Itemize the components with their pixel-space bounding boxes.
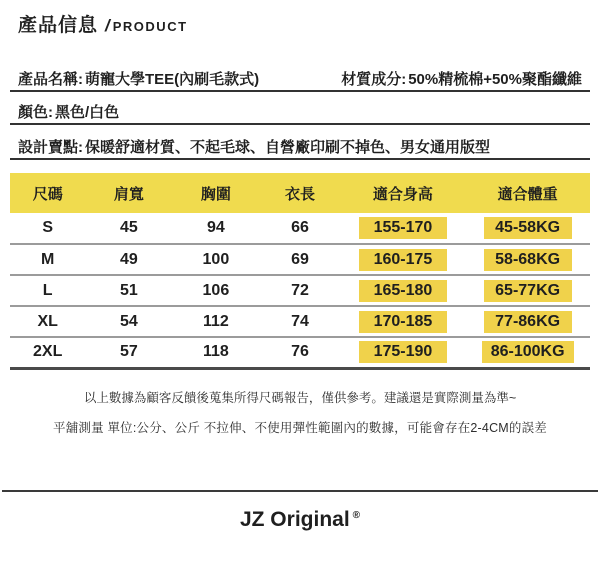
page-header [0, 0, 600, 37]
shoulder-cell: 49 [119, 250, 138, 268]
column-header-shoulder: 肩寬 [85, 173, 172, 213]
weight-highlight: 45-58KG [484, 217, 572, 239]
fit-weight-cell [465, 306, 590, 337]
table-row-size-xl [10, 306, 590, 337]
size-cell: 2XL [33, 343, 63, 361]
weight-highlight: 86-100KG [482, 341, 574, 363]
column-header-fit-weight: 適合體重 [465, 173, 590, 213]
table-row-size-l [10, 275, 590, 306]
disclaimer-note: 以上數據為顧客反饋後蒐集所得尺碼報告，僅供參考。建議還是實際測量為準~ [83, 390, 517, 405]
fit-height-cell [341, 275, 466, 306]
table-row-size-s [10, 213, 590, 244]
registered-trademark-icon: ® [352, 509, 361, 521]
size-cell: L [42, 281, 53, 299]
material-value: 50%精梳棉+50%聚酯纖維 [408, 71, 582, 88]
material-composition [341, 70, 582, 90]
fit-weight-cell [465, 337, 590, 368]
weight-highlight: 58-68KG [484, 249, 572, 271]
size-cell: M [41, 250, 55, 268]
fit-height-cell [341, 337, 466, 368]
table-row-size-2xl [10, 337, 590, 368]
chest-cell: 100 [202, 250, 230, 268]
height-highlight: 155-170 [359, 217, 447, 239]
product-attributes [0, 70, 600, 160]
length-cell: 76 [291, 343, 309, 361]
fit-weight-cell [465, 244, 590, 275]
color-value: 黑色/白色 [55, 104, 120, 121]
chest-cell: 112 [202, 312, 229, 330]
size-cell: S [42, 219, 54, 236]
product-name-label: 產品名稱: [18, 71, 83, 88]
selling-points-row [10, 138, 590, 158]
size-cell: XL [37, 312, 58, 330]
length-cell: 66 [291, 219, 309, 236]
material-label: 材質成分: [341, 71, 407, 88]
column-header-chest: 胸圍 [172, 173, 259, 213]
fit-height-cell [341, 244, 466, 275]
divider [10, 123, 590, 125]
chest-cell: 94 [206, 219, 225, 236]
height-highlight: 165-180 [359, 280, 447, 302]
column-header-length: 衣長 [259, 173, 340, 213]
chest-cell: 118 [202, 343, 229, 361]
length-cell: 69 [291, 250, 309, 268]
divider [10, 158, 590, 160]
fit-weight-cell [465, 213, 590, 244]
product-name-value: 萌寵大學TEE(內刷毛款式) [85, 71, 260, 88]
brand-logo [0, 508, 600, 532]
weight-highlight: 77-86KG [484, 311, 572, 333]
column-header-size: 尺碼 [10, 173, 85, 213]
height-highlight: 160-175 [359, 249, 447, 271]
chest-cell: 106 [202, 281, 230, 299]
page-title-english: PRODUCT [112, 19, 188, 34]
column-header-fit-height: 適合身高 [341, 173, 466, 213]
color-label: 顏色: [18, 104, 53, 121]
shoulder-cell: 51 [119, 281, 138, 299]
height-highlight: 175-190 [359, 341, 447, 363]
color-row [10, 103, 590, 123]
height-highlight: 170-185 [359, 311, 447, 333]
size-chart-table [10, 173, 590, 370]
title-slash-divider: / [105, 16, 110, 35]
name-material-row [10, 70, 590, 90]
table-row-size-m [10, 244, 590, 275]
page-title: 產品信息 [18, 15, 99, 36]
length-cell: 72 [291, 281, 309, 299]
product-name [18, 70, 259, 90]
weight-highlight: 65-77KG [484, 280, 572, 302]
shoulder-cell: 54 [119, 312, 138, 330]
brand-name: JZ Original [239, 507, 350, 531]
length-cell: 74 [291, 312, 309, 330]
fit-weight-cell [465, 275, 590, 306]
selling-points-value: 保暖舒適材質、不起毛球、自營廠印刷不掉色、男女通用版型 [85, 139, 491, 156]
fit-height-cell [341, 213, 466, 244]
measurement-note: 平舖測量 單位:公分、公斤 不拉伸、不使用彈性範圍內的數據，可能會存在2-4CM的誤差 [52, 420, 548, 435]
fit-height-cell [341, 306, 466, 337]
footer-divider [2, 490, 598, 492]
size-chart-header-row [10, 173, 590, 213]
shoulder-cell: 45 [119, 219, 138, 236]
divider [10, 90, 590, 92]
shoulder-cell: 57 [119, 343, 138, 361]
selling-points-label: 設計賣點: [18, 139, 83, 156]
